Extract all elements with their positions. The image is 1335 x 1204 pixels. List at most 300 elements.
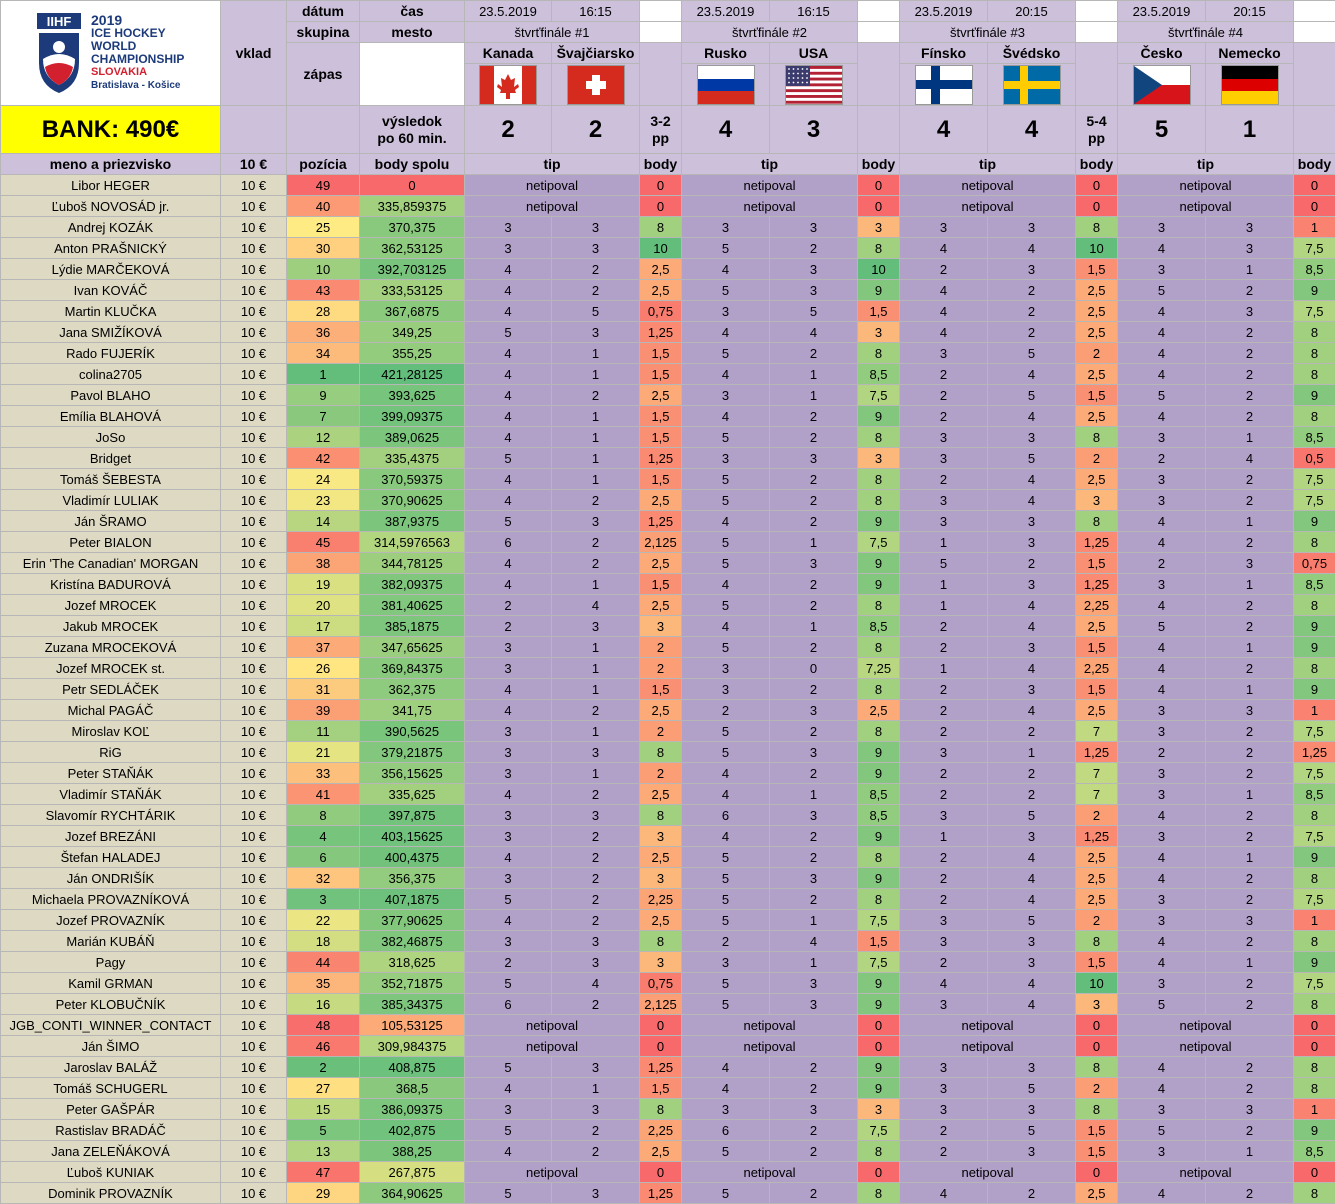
table-row xyxy=(1,1099,1335,1120)
tip-team2: 2 xyxy=(1206,1078,1294,1099)
player-total-points: 397,875 xyxy=(360,805,465,826)
match-points: 9 xyxy=(858,280,900,301)
tip-team2: 4 xyxy=(988,364,1076,385)
player-total-points: 389,0625 xyxy=(360,427,465,448)
player-total-points: 105,53125 xyxy=(360,1015,465,1036)
tip-team2: 2 xyxy=(988,784,1076,805)
tip-team1: 4 xyxy=(682,1057,770,1078)
match-points: 3 xyxy=(858,448,900,469)
tip-team2: 4 xyxy=(988,868,1076,889)
tip-team1: 4 xyxy=(900,238,988,259)
match-points: 7,5 xyxy=(858,1120,900,1141)
player-position: 4 xyxy=(287,826,360,847)
tip-team2: 3 xyxy=(552,511,640,532)
match-points: 2,5 xyxy=(640,490,682,511)
tip-team2: 2 xyxy=(988,1183,1076,1204)
match-points: 1,5 xyxy=(640,343,682,364)
match-points: 9 xyxy=(858,826,900,847)
tip-team1: 4 xyxy=(900,322,988,343)
match-points: 3 xyxy=(858,217,900,238)
match-points: 3 xyxy=(1076,490,1118,511)
player-position: 44 xyxy=(287,952,360,973)
player-name: Jana SMIŽÍKOVÁ xyxy=(1,322,221,343)
match-points: 8 xyxy=(858,427,900,448)
table-row xyxy=(1,1141,1335,1162)
player-name: Zuzana MROCEKOVÁ xyxy=(1,637,221,658)
tip-team2: 3 xyxy=(770,805,858,826)
pozicia-header: pozícia xyxy=(287,154,360,175)
tip-team1: 5 xyxy=(682,1183,770,1204)
team1-name: Fínsko xyxy=(900,43,988,64)
tip-team1: 5 xyxy=(682,532,770,553)
match-points: 8 xyxy=(1294,994,1335,1015)
tip-team1: 2 xyxy=(900,469,988,490)
tip-team2: 2 xyxy=(552,385,640,406)
table-row xyxy=(1,364,1335,385)
player-total-points: 385,1875 xyxy=(360,616,465,637)
tip-team2: 3 xyxy=(1206,1099,1294,1120)
player-position: 28 xyxy=(287,301,360,322)
match-points: 8 xyxy=(1294,322,1335,343)
tip-team2: 5 xyxy=(770,301,858,322)
tip-team1: 2 xyxy=(1118,448,1206,469)
tip-team1: 2 xyxy=(1118,553,1206,574)
match-points: 2,5 xyxy=(640,1141,682,1162)
team1-name: Kanada xyxy=(465,43,552,64)
tip-team1: 2 xyxy=(465,595,552,616)
tip-team1: 3 xyxy=(1118,259,1206,280)
match-points: 7,5 xyxy=(858,532,900,553)
table-row xyxy=(1,469,1335,490)
match-points: 8,5 xyxy=(858,616,900,637)
tip-team2: 3 xyxy=(988,637,1076,658)
no-tip: netipoval xyxy=(900,175,1076,196)
match-time: 16:15 xyxy=(770,1,858,22)
tip-team2: 1 xyxy=(552,343,640,364)
player-fee: 10 € xyxy=(221,469,287,490)
player-fee: 10 € xyxy=(221,658,287,679)
match-points: 8,5 xyxy=(1294,784,1335,805)
player-total-points: 356,15625 xyxy=(360,763,465,784)
tip-team1: 5 xyxy=(682,280,770,301)
player-name: Ján ŠRAMO xyxy=(1,511,221,532)
tip-team2: 5 xyxy=(988,343,1076,364)
match-points: 0 xyxy=(640,175,682,196)
tip-team2: 3 xyxy=(770,973,858,994)
tip-team2: 2 xyxy=(1206,742,1294,763)
player-name: Peter KLOBUČNÍK xyxy=(1,994,221,1015)
match-points: 8 xyxy=(1294,406,1335,427)
player-fee: 10 € xyxy=(221,448,287,469)
tip-team2: 2 xyxy=(1206,532,1294,553)
tip-team2: 3 xyxy=(552,1183,640,1204)
tip-team2: 4 xyxy=(770,931,858,952)
tip-team1: 4 xyxy=(465,1078,552,1099)
tip-team2: 2 xyxy=(770,595,858,616)
tip-team1: 4 xyxy=(1118,847,1206,868)
match-points: 8 xyxy=(1294,931,1335,952)
player-position: 49 xyxy=(287,175,360,196)
body-header: body xyxy=(1076,154,1118,175)
player-fee: 10 € xyxy=(221,301,287,322)
player-total-points: 356,375 xyxy=(360,868,465,889)
tip-team2: 3 xyxy=(552,931,640,952)
match-points: 2,5 xyxy=(640,280,682,301)
tip-team1: 2 xyxy=(900,784,988,805)
table-row xyxy=(1,826,1335,847)
tip-team2: 3 xyxy=(770,280,858,301)
table-row xyxy=(1,553,1335,574)
match-points: 1,25 xyxy=(1076,826,1118,847)
match-points: 0 xyxy=(858,1162,900,1183)
tip-team1: 3 xyxy=(1118,1099,1206,1120)
tip-team1: 5 xyxy=(682,742,770,763)
tip-team2: 1 xyxy=(552,721,640,742)
match-points: 8 xyxy=(858,679,900,700)
match-points: 2 xyxy=(1076,910,1118,931)
table-row xyxy=(1,1162,1335,1183)
tip-team2: 2 xyxy=(770,763,858,784)
tip-team2: 2 xyxy=(552,868,640,889)
tip-team2: 3 xyxy=(552,616,640,637)
table-row xyxy=(1,637,1335,658)
player-name: JGB_CONTI_WINNER_CONTACT xyxy=(1,1015,221,1036)
tip-team1: 4 xyxy=(465,679,552,700)
tip-team2: 1 xyxy=(770,616,858,637)
match-points: 7,5 xyxy=(858,952,900,973)
tip-team1: 4 xyxy=(465,385,552,406)
tip-team1: 5 xyxy=(682,469,770,490)
tip-team1: 4 xyxy=(1118,511,1206,532)
player-name: Miroslav KOĽ xyxy=(1,721,221,742)
tip-team1: 4 xyxy=(682,826,770,847)
table-row xyxy=(1,742,1335,763)
tip-team1: 4 xyxy=(1118,343,1206,364)
player-position: 43 xyxy=(287,280,360,301)
tip-team2: 5 xyxy=(552,301,640,322)
player-name: Vladimír LULIAK xyxy=(1,490,221,511)
svg-text:IIHF: IIHF xyxy=(46,14,72,29)
tip-team1: 2 xyxy=(900,1120,988,1141)
overtime-result: 3-2 pp xyxy=(640,106,682,154)
tip-team2: 3 xyxy=(552,805,640,826)
player-fee: 10 € xyxy=(221,175,287,196)
match-points: 7,5 xyxy=(1294,490,1335,511)
tip-team2: 3 xyxy=(770,553,858,574)
tip-team2: 2 xyxy=(552,700,640,721)
tip-team1: 2 xyxy=(900,616,988,637)
tip-team2: 5 xyxy=(988,910,1076,931)
match-points: 7 xyxy=(1076,721,1118,742)
tip-team1: 2 xyxy=(900,721,988,742)
tip-team1: 3 xyxy=(1118,427,1206,448)
tip-team1: 3 xyxy=(465,1099,552,1120)
tip-team2: 2 xyxy=(1206,280,1294,301)
tip-team1: 4 xyxy=(465,574,552,595)
player-position: 36 xyxy=(287,322,360,343)
tip-team2: 4 xyxy=(988,490,1076,511)
body-header: body xyxy=(640,154,682,175)
tip-team2: 2 xyxy=(988,721,1076,742)
tip-team1: 4 xyxy=(900,301,988,322)
player-total-points: 355,25 xyxy=(360,343,465,364)
table-row xyxy=(1,301,1335,322)
player-fee: 10 € xyxy=(221,868,287,889)
player-position: 1 xyxy=(287,364,360,385)
match-stage: štvrťfinále #4 xyxy=(1118,22,1294,43)
player-position: 7 xyxy=(287,406,360,427)
match-points: 0 xyxy=(640,1162,682,1183)
tip-team1: 5 xyxy=(682,343,770,364)
match-points: 0 xyxy=(640,1036,682,1057)
tip-team2: 2 xyxy=(770,406,858,427)
tip-team1: 2 xyxy=(682,700,770,721)
match-points: 9 xyxy=(1294,1120,1335,1141)
match-points: 8 xyxy=(1294,364,1335,385)
player-position: 10 xyxy=(287,259,360,280)
tip-team1: 3 xyxy=(682,1099,770,1120)
player-fee: 10 € xyxy=(221,847,287,868)
tip-team2: 2 xyxy=(552,847,640,868)
player-position: 13 xyxy=(287,1141,360,1162)
tip-team2: 1 xyxy=(770,952,858,973)
tip-team1: 4 xyxy=(465,700,552,721)
tip-team2: 3 xyxy=(988,679,1076,700)
player-position: 11 xyxy=(287,721,360,742)
match-points: 2,5 xyxy=(1076,322,1118,343)
tip-team1: 1 xyxy=(900,658,988,679)
player-position: 20 xyxy=(287,595,360,616)
tip-team1: 4 xyxy=(465,1141,552,1162)
match-points: 2 xyxy=(1076,805,1118,826)
match-points: 2 xyxy=(640,658,682,679)
tip-team2: 1 xyxy=(1206,574,1294,595)
russia-flag-icon xyxy=(698,66,754,104)
player-name: Peter BIALON xyxy=(1,532,221,553)
tip-team1: 4 xyxy=(682,322,770,343)
match-points: 3 xyxy=(640,616,682,637)
player-name: Marián KUBÁŇ xyxy=(1,931,221,952)
match-points: 2,5 xyxy=(640,385,682,406)
player-total-points: 403,15625 xyxy=(360,826,465,847)
table-row xyxy=(1,910,1335,931)
tip-team1: 4 xyxy=(465,847,552,868)
tip-team1: 3 xyxy=(1118,763,1206,784)
player-name: Peter GAŠPÁR xyxy=(1,1099,221,1120)
player-total-points: 335,859375 xyxy=(360,196,465,217)
player-name: Kamil GRMAN xyxy=(1,973,221,994)
tip-team2: 4 xyxy=(988,406,1076,427)
match-points: 3 xyxy=(640,826,682,847)
tip-team1: 4 xyxy=(900,280,988,301)
match-points: 3 xyxy=(858,1099,900,1120)
player-position: 22 xyxy=(287,910,360,931)
player-name: Kristína BADUROVÁ xyxy=(1,574,221,595)
tip-team1: 5 xyxy=(465,889,552,910)
tip-team2: 2 xyxy=(770,1120,858,1141)
tip-team1: 3 xyxy=(900,742,988,763)
table-row xyxy=(1,763,1335,784)
table-row xyxy=(1,1120,1335,1141)
tip-team2: 2 xyxy=(1206,322,1294,343)
no-tip: netipoval xyxy=(1118,175,1294,196)
tip-team2: 4 xyxy=(552,595,640,616)
player-name: Erin 'The Canadian' MORGAN xyxy=(1,553,221,574)
tip-team2: 4 xyxy=(988,595,1076,616)
team2-score: 4 xyxy=(988,106,1076,154)
player-fee: 10 € xyxy=(221,742,287,763)
tip-team1: 2 xyxy=(900,1141,988,1162)
tip-team1: 2 xyxy=(900,952,988,973)
tip-team1: 4 xyxy=(682,763,770,784)
team1-score: 4 xyxy=(682,106,770,154)
tip-team2: 2 xyxy=(1206,616,1294,637)
tip-team2: 2 xyxy=(770,826,858,847)
no-tip: netipoval xyxy=(682,196,858,217)
sweden-flag-icon xyxy=(1004,66,1060,104)
tip-team1: 4 xyxy=(682,574,770,595)
tip-team2: 3 xyxy=(988,511,1076,532)
table-row xyxy=(1,343,1335,364)
match-points: 9 xyxy=(858,742,900,763)
table-row xyxy=(1,217,1335,238)
match-points: 0 xyxy=(858,1015,900,1036)
tip-team2: 2 xyxy=(1206,385,1294,406)
tip-team1: 5 xyxy=(682,595,770,616)
tip-team1: 3 xyxy=(682,385,770,406)
tip-team2: 1 xyxy=(552,679,640,700)
no-tip: netipoval xyxy=(682,1015,858,1036)
tip-team2: 1 xyxy=(1206,679,1294,700)
player-position: 40 xyxy=(287,196,360,217)
player-fee: 10 € xyxy=(221,952,287,973)
tip-team1: 4 xyxy=(682,364,770,385)
player-total-points: 382,46875 xyxy=(360,931,465,952)
germany-flag-icon xyxy=(1222,66,1278,104)
match-points: 2,5 xyxy=(1076,1183,1118,1204)
tip-team1: 2 xyxy=(900,364,988,385)
tip-team2: 3 xyxy=(770,448,858,469)
tip-team2: 3 xyxy=(770,217,858,238)
player-position: 46 xyxy=(287,1036,360,1057)
tip-team2: 2 xyxy=(770,721,858,742)
player-total-points: 400,4375 xyxy=(360,847,465,868)
iihf-emblem-icon xyxy=(35,9,83,97)
player-fee: 10 € xyxy=(221,721,287,742)
player-total-points: 408,875 xyxy=(360,1057,465,1078)
tip-team1: 3 xyxy=(682,301,770,322)
tip-team2: 2 xyxy=(1206,406,1294,427)
tip-team2: 3 xyxy=(552,1057,640,1078)
player-fee: 10 € xyxy=(221,490,287,511)
tip-team2: 2 xyxy=(552,490,640,511)
tip-team2: 3 xyxy=(770,700,858,721)
tip-team2: 2 xyxy=(1206,364,1294,385)
match-points: 1,5 xyxy=(640,574,682,595)
player-total-points: 421,28125 xyxy=(360,364,465,385)
tip-header: tip xyxy=(1118,154,1294,175)
logo-line4: SLOVAKIA xyxy=(91,66,148,78)
tip-team2: 2 xyxy=(1206,889,1294,910)
table-row xyxy=(1,973,1335,994)
match-points: 2,5 xyxy=(1076,889,1118,910)
match-points: 9 xyxy=(1294,385,1335,406)
tip-team1: 3 xyxy=(465,763,552,784)
player-fee: 10 € xyxy=(221,1120,287,1141)
match-points: 2,5 xyxy=(640,259,682,280)
tip-team2: 3 xyxy=(988,1099,1076,1120)
tip-team1: 3 xyxy=(1118,973,1206,994)
player-position: 29 xyxy=(287,1183,360,1204)
player-name: Štefan HALADEJ xyxy=(1,847,221,868)
tip-team1: 4 xyxy=(1118,1057,1206,1078)
overtime-result: 5-4 pp xyxy=(1076,106,1118,154)
match-points: 2,5 xyxy=(640,784,682,805)
player-fee: 10 € xyxy=(221,574,287,595)
finland-flag-icon xyxy=(916,66,972,104)
player-name: Petr SEDLÁČEK xyxy=(1,679,221,700)
tip-team2: 3 xyxy=(988,1057,1076,1078)
match-points: 1,25 xyxy=(1294,742,1335,763)
tip-team2: 1 xyxy=(1206,511,1294,532)
team2-name: USA xyxy=(770,43,858,64)
player-fee: 10 € xyxy=(221,553,287,574)
player-fee: 10 € xyxy=(221,763,287,784)
tip-team1: 5 xyxy=(682,994,770,1015)
match-points: 2,25 xyxy=(1076,658,1118,679)
player-name: Michal PAGÁČ xyxy=(1,700,221,721)
match-points: 2,5 xyxy=(1076,280,1118,301)
tip-team1: 3 xyxy=(682,658,770,679)
match-points: 8 xyxy=(1294,1078,1335,1099)
tip-team1: 3 xyxy=(1118,469,1206,490)
tip-team1: 5 xyxy=(682,637,770,658)
match-points: 7,5 xyxy=(1294,238,1335,259)
match-points: 7,5 xyxy=(1294,763,1335,784)
tip-team2: 2 xyxy=(552,784,640,805)
match-points: 8,5 xyxy=(1294,259,1335,280)
tip-team1: 3 xyxy=(900,1099,988,1120)
cas-header: čas xyxy=(360,1,465,22)
player-position: 9 xyxy=(287,385,360,406)
match-points: 9 xyxy=(858,763,900,784)
match-points: 8,5 xyxy=(1294,427,1335,448)
tip-team1: 2 xyxy=(900,385,988,406)
player-position: 42 xyxy=(287,448,360,469)
player-position: 19 xyxy=(287,574,360,595)
match-time: 16:15 xyxy=(552,1,640,22)
player-position: 24 xyxy=(287,469,360,490)
match-points: 1,5 xyxy=(640,364,682,385)
match-points: 7 xyxy=(1076,763,1118,784)
tip-team1: 1 xyxy=(900,574,988,595)
tip-team1: 5 xyxy=(682,1141,770,1162)
table-row xyxy=(1,196,1335,217)
tip-team1: 5 xyxy=(465,1057,552,1078)
player-total-points: 309,984375 xyxy=(360,1036,465,1057)
tip-team2: 2 xyxy=(770,343,858,364)
match-points: 8 xyxy=(1294,532,1335,553)
player-fee: 10 € xyxy=(221,700,287,721)
player-name: Ivan KOVÁČ xyxy=(1,280,221,301)
player-name: JoSo xyxy=(1,427,221,448)
tip-team2: 1 xyxy=(552,469,640,490)
match-points: 8 xyxy=(858,847,900,868)
tip-team1: 5 xyxy=(682,973,770,994)
match-points: 9 xyxy=(1294,280,1335,301)
tip-team1: 2 xyxy=(900,763,988,784)
tip-team2: 2 xyxy=(1206,805,1294,826)
